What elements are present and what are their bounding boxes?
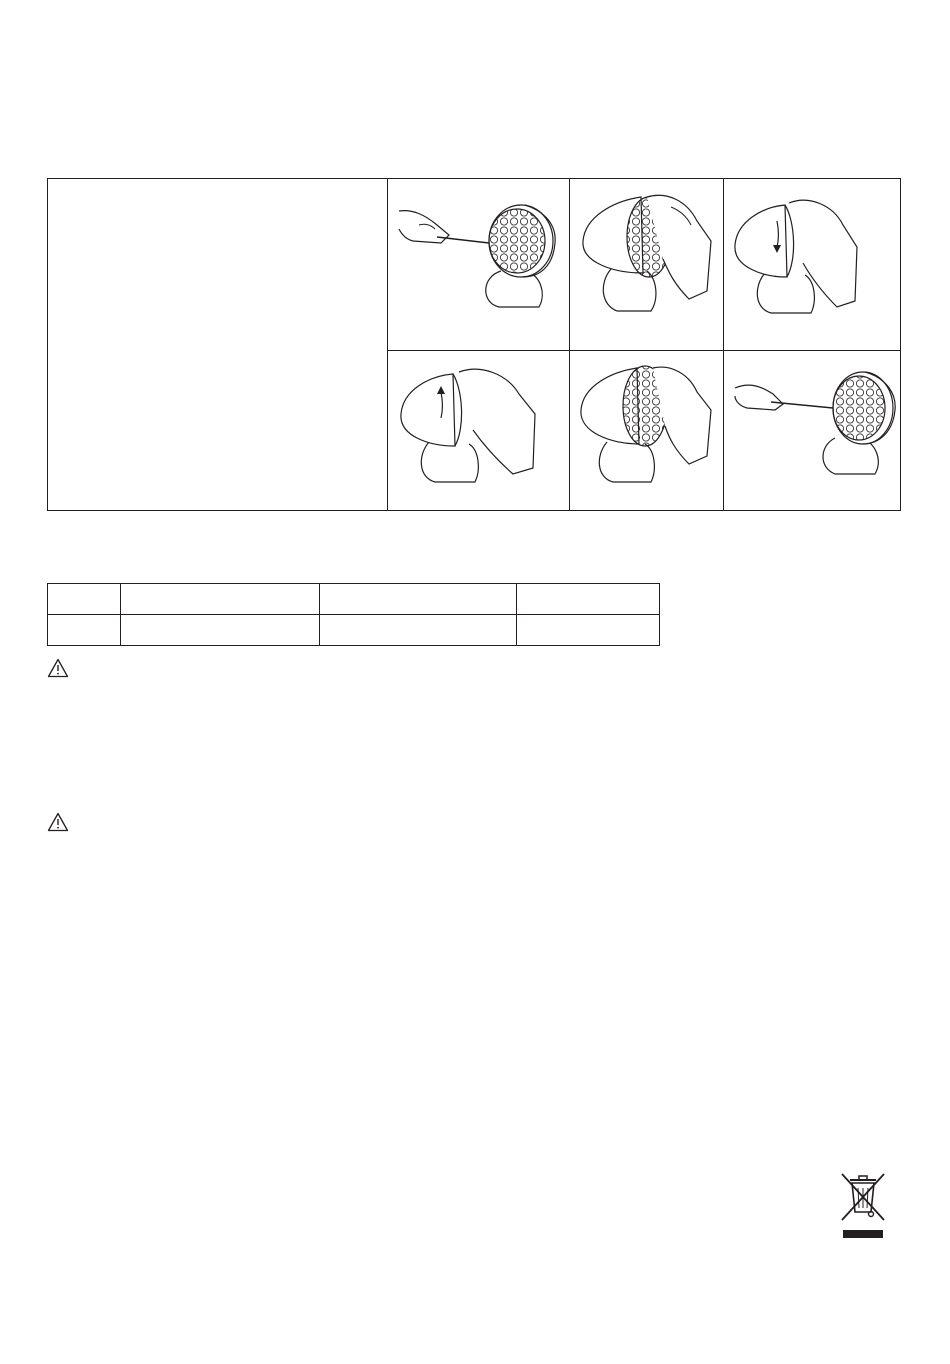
table-cell (517, 615, 660, 646)
table-row (48, 615, 660, 646)
step-5-insert-filter-illustration (571, 352, 722, 510)
table-cell (121, 584, 320, 615)
table-row (48, 584, 660, 615)
table-cell (320, 584, 517, 615)
step-2-remove-filter-illustration (571, 181, 722, 349)
step-4-rotate-up-illustration (389, 352, 568, 510)
grid-divider (387, 350, 900, 351)
crossed-out-wheelie-bin-icon (838, 1170, 888, 1242)
grid-divider (387, 179, 388, 510)
table-cell (121, 615, 320, 646)
grid-divider (723, 179, 724, 510)
step-1-brush-clean-filter-illustration (389, 181, 568, 349)
table-cell (517, 584, 660, 615)
warning-triangle-icon (47, 812, 69, 832)
table-cell (48, 584, 121, 615)
spec-table (47, 583, 660, 646)
table-cell (48, 615, 121, 646)
table-cell (320, 615, 517, 646)
step-3-rotate-down-illustration (725, 181, 900, 349)
warning-triangle-icon (47, 658, 69, 678)
grid-divider (569, 179, 570, 510)
illustration-grid (47, 178, 901, 511)
instructions-text-area (48, 179, 388, 510)
step-6-brush-clean-filter-illustration (725, 352, 900, 510)
